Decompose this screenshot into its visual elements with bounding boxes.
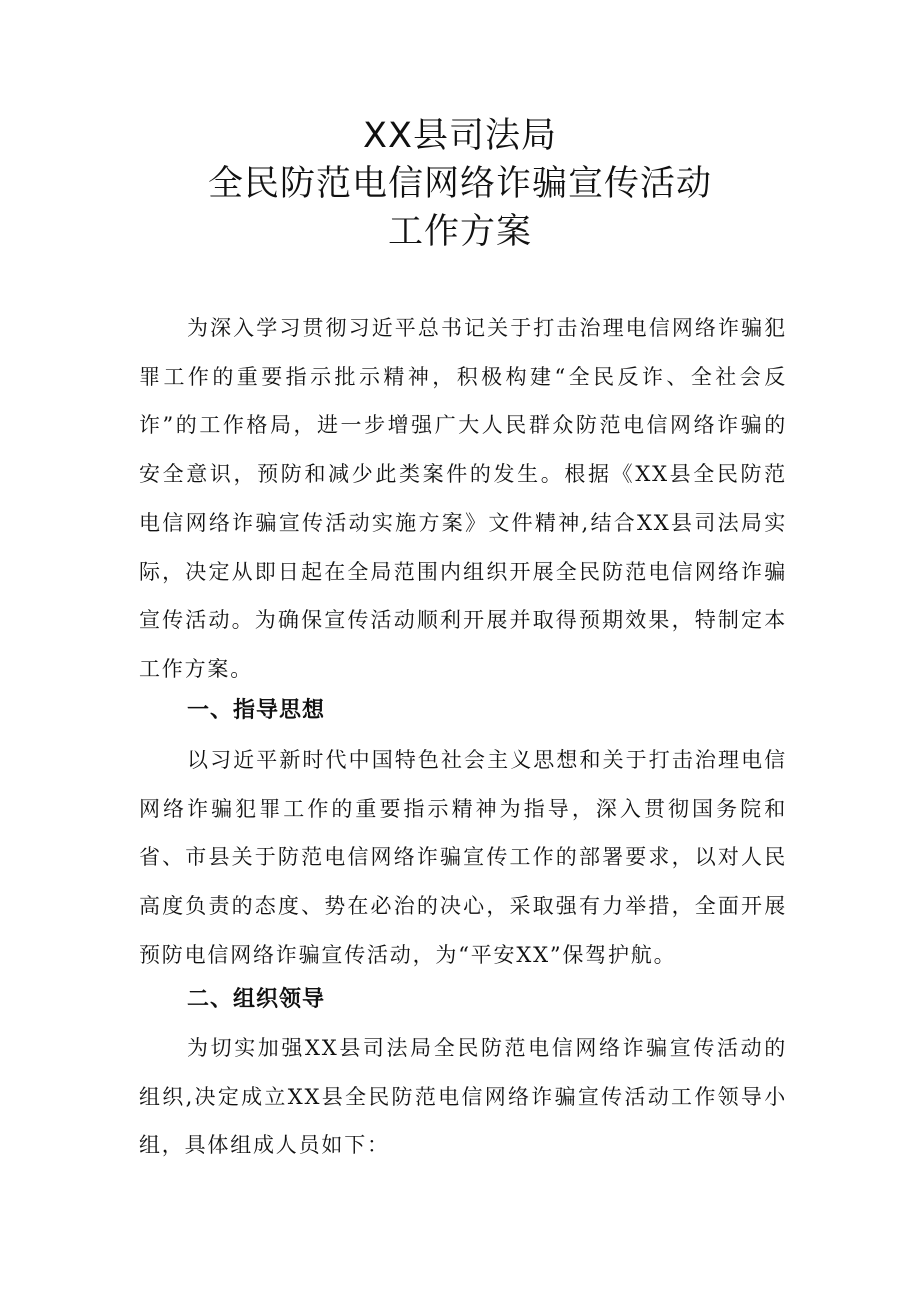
- document-title: [0, 112, 920, 256]
- section-heading-guiding-ideology: 一、指导思想: [187, 698, 326, 723]
- intro-paragraph: 为深入学习贯彻习近平总书记关于打击治理电信网络诈骗犯罪工作的重要指示批示精神，积极构建“全民反诈、全社会反诈”的工作格局，进一步增强广大人民群众防范电信网络诈骗的安全意识，预防和减少此类案件的发生。根据《XX县全民防范电信网络诈骗宣传活动实施方案》文件精神,结合XX县司法局实际，决定从即日起在全局范围内组织开展全民防范电信网络诈骗宣传活动。为确保宣传活动顺利开展并取得预期效果，特制定本工作方案。: [139, 316, 787, 681]
- title-line-plan: 工作方案: [387, 212, 532, 252]
- section-heading-organization: 二、组织领导: [187, 987, 326, 1012]
- guiding-ideology-paragraph: 以习近平新时代中国特色社会主义思想和关于打击治理电信网络诈骗犯罪工作的重要指示精神为指导，深入贯彻国务院和省、市县关于防范电信网络诈骗宣传工作的部署要求，以对人民高度负责的态度、势在必治的决心，采取强有力举措，全面开展预防电信网络诈骗宣传活动，为“平安XX”保驾护航。: [139, 748, 787, 967]
- title-line-activity: 全民防范电信网络诈骗宣传活动: [207, 164, 712, 204]
- title-line-agency: XX县司法局: [363, 116, 557, 156]
- organization-paragraph: 为切实加强XX县司法局全民防范电信网络诈骗宣传活动的组织,决定成立XX县全民防范电信网络诈骗宣传活动工作领导小组，具体组成人员如下：: [139, 1036, 787, 1158]
